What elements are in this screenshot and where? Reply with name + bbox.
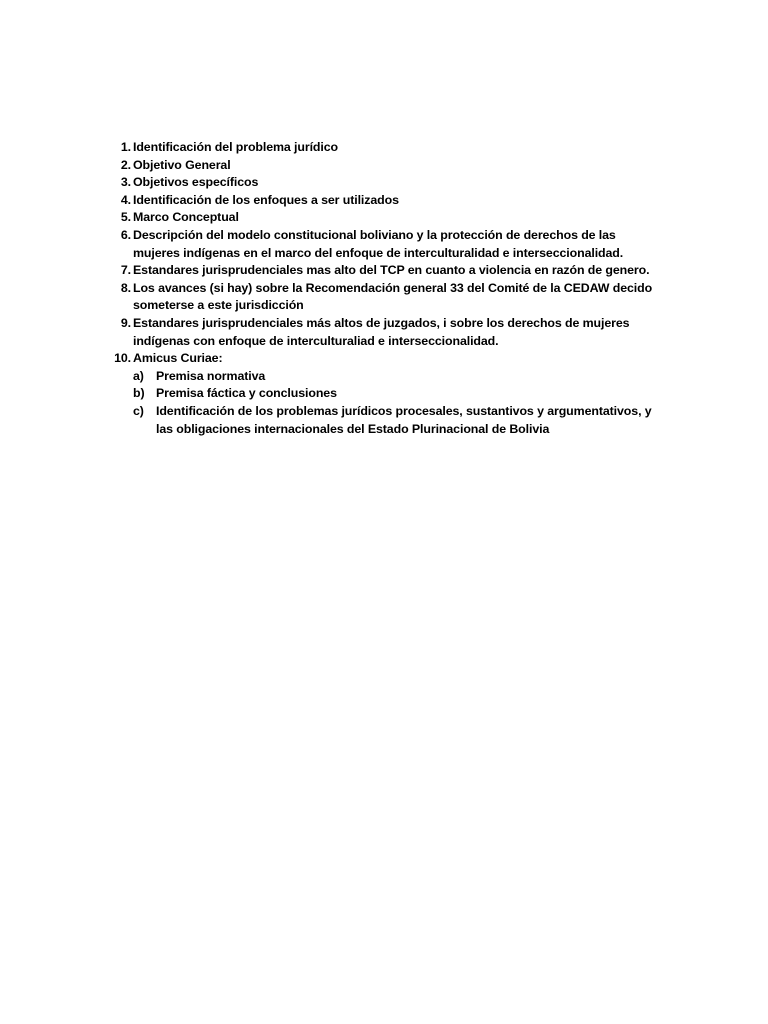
item-number: 2.	[120, 157, 131, 172]
item-number: 1.	[120, 140, 131, 154]
subitem-text: Identificación de los problemas jurídicos procesales, sustantivos y argumentativos, y las obligaciones internacionales del Estado Plurinacional de Bolivia	[156, 403, 652, 436]
list-item	[105, 315, 665, 350]
subitem-letter: b)	[133, 386, 145, 401]
list-item	[105, 262, 665, 280]
list-item	[105, 227, 665, 262]
item-text: Objetivo General	[133, 157, 231, 172]
item-text: Identificación del problema jurídico	[133, 140, 339, 154]
subitem-letter: a)	[133, 368, 144, 383]
list-item	[105, 209, 665, 227]
subitem-text: Premisa normativa	[156, 368, 266, 383]
item-text: Los avances (si hay) sobre la Recomendación general 33 del Comité de la CEDAW decido someterse a este jurisdicción	[133, 280, 653, 313]
item-number: 5.	[120, 210, 131, 225]
sub-list-item	[133, 368, 665, 386]
item-text: Identificación de los enfoques a ser utilizados	[133, 192, 399, 207]
list-item	[105, 350, 665, 438]
sub-list-item	[133, 385, 665, 403]
item-text: Descripción del modelo constitucional boliviano y la protección de derechos de las mujeres indígenas en el marco del enfoque de interculturalidad e interseccionalidad.	[133, 227, 624, 260]
list-item	[105, 139, 665, 157]
item-text: Amicus Curiae:	[133, 351, 223, 366]
list-item	[105, 192, 665, 210]
list-item	[105, 174, 665, 192]
item-text: Estandares jurisprudenciales más altos de juzgados, i sobre los derechos de mujeres indígenas con enfoque de interculturaliad e interseccionalidad.	[133, 315, 630, 348]
item-number: 3.	[120, 175, 131, 190]
item-text: Marco Conceptual	[133, 210, 239, 225]
item-number: 7.	[120, 263, 131, 278]
item-number: 6.	[120, 227, 131, 242]
item-text: Estandares jurisprudenciales mas alto del TCP en cuanto a violencia en razón de genero.	[133, 263, 650, 278]
list-item	[105, 280, 665, 315]
subitem-letter: c)	[133, 403, 144, 418]
list-item	[105, 157, 665, 175]
sub-list-item	[133, 403, 665, 438]
subitem-text: Premisa fáctica y conclusiones	[156, 386, 337, 401]
item-number: 9.	[120, 315, 131, 330]
item-text: Objetivos específicos	[133, 175, 259, 190]
item-number: 4.	[120, 192, 131, 207]
item-number: 10.	[114, 351, 131, 366]
outline-list	[105, 139, 665, 438]
amicus-sublist	[133, 368, 665, 438]
item-number: 8.	[120, 280, 131, 295]
